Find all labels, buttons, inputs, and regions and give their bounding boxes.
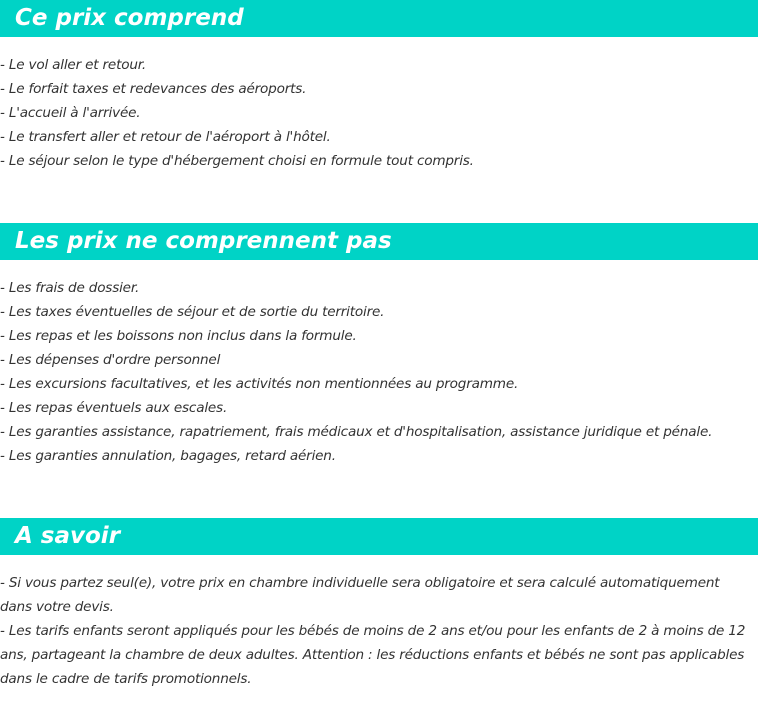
- included-item: - Le forfait taxes et redevances des aéroports.: [0, 81, 307, 97]
- section-header-les-prix-ne-comprennent-pas: Les prix ne comprennent pas: [0, 223, 758, 260]
- info-paragraph-child-rates: - Les tarifs enfants seront appliqués pour les bébés de moins de 2 ans et/ou pour les enfants de 2 à moins de 12 ans, partageant la chambre de deux adultes. Attention : les réductions enfants et bébés ne sont pas applicables dans le cadre de tarifs promotionnels.: [0, 623, 746, 687]
- section-header-a-savoir: A savoir: [0, 518, 758, 555]
- excluded-item: - Les repas éventuels aux escales.: [0, 400, 228, 416]
- excluded-list: [0, 276, 758, 468]
- excluded-item: - Les dépenses d'ordre personnel: [0, 352, 221, 368]
- included-item: - Le séjour selon le type d'hébergement choisi en formule tout compris.: [0, 153, 474, 169]
- info-paragraph-single-supplement: - Si vous partez seul(e), votre prix en chambre individuelle sera obligatoire et sera calculé automatiquement dans votre devis.: [0, 575, 720, 615]
- included-item: - Le transfert aller et retour de l'aéroport à l'hôtel.: [0, 129, 331, 145]
- included-item: - L'accueil à l'arrivée.: [0, 105, 141, 121]
- excluded-item: - Les frais de dossier.: [0, 280, 140, 296]
- included-list: [0, 53, 758, 173]
- excluded-item: - Les garanties annulation, bagages, retard aérien.: [0, 448, 336, 464]
- excluded-item: - Les taxes éventuelles de séjour et de sortie du territoire.: [0, 304, 385, 320]
- section-header-ce-prix-comprend: Ce prix comprend: [0, 0, 758, 37]
- included-item: - Le vol aller et retour.: [0, 57, 146, 73]
- excluded-item: - Les repas et les boissons non inclus dans la formule.: [0, 328, 357, 344]
- excluded-item: - Les garanties assistance, rapatriement, frais médicaux et d'hospitalisation, assistance juridique et pénale.: [0, 424, 713, 440]
- excluded-item: - Les excursions facultatives, et les activités non mentionnées au programme.: [0, 376, 519, 392]
